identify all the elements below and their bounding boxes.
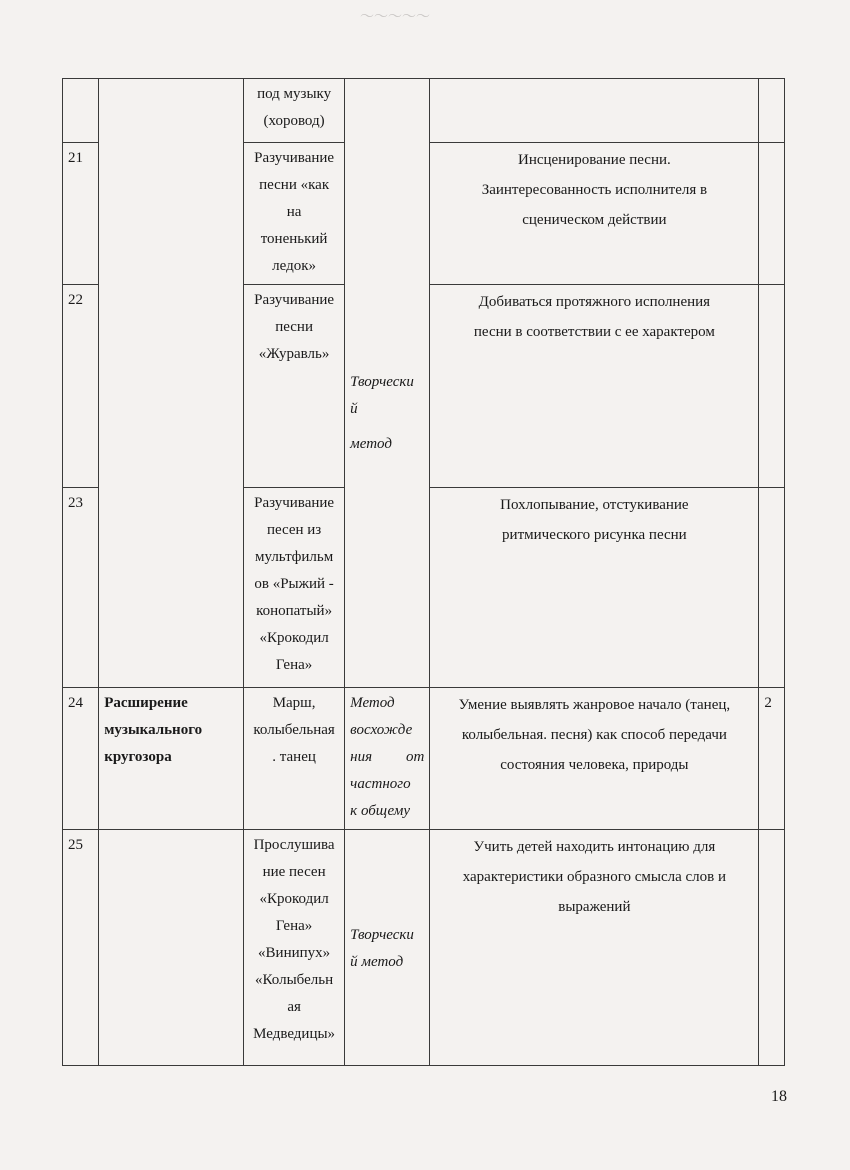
task-cell: Умение выявлять жанровое начало (танец, колыбельная. песня) как способ передачи состояния человека, природы (430, 688, 759, 830)
task-cell: Учить детей находить интонацию для характеристики образного смысла слов и выражений (430, 830, 759, 1066)
method-cell: Метод восхожде ния от частного к общему (345, 688, 430, 830)
table-row (63, 830, 785, 1066)
repertoire-cell: Разучивание песен из мультфильм ов «Рыжий - конопатый» «Крокодил Гена» (244, 488, 345, 688)
lesson-plan-table (62, 78, 785, 1066)
section-cell (99, 830, 244, 1066)
section-cell (99, 79, 244, 688)
hours-cell (759, 830, 785, 1066)
row-number-cell: 21 (63, 143, 99, 285)
task-cell: Похлопывание, отстукивание ритмического рисунка песни (430, 488, 759, 688)
task-cell: Инсценирование песни. Заинтересованность исполнителя в сценическом действии (430, 143, 759, 285)
repertoire-cell: Разучивание песни «как на тоненький ледок» (244, 143, 345, 285)
row-number-cell: 24 (63, 688, 99, 830)
repertoire-cell: под музыку (хоровод) (244, 79, 345, 143)
row-number-cell: 25 (63, 830, 99, 1066)
row-number-cell (63, 79, 99, 143)
task-cell: Добиваться протяжного исполнения песни в соответствии с ее характером (430, 285, 759, 488)
repertoire-cell: Разучивание песни «Журавль» (244, 285, 345, 488)
table-row (63, 79, 785, 143)
page-number: 18 (771, 1088, 787, 1105)
section-cell: Расширение музыкального кругозора (99, 688, 244, 830)
repertoire-cell: Прослушива ние песен «Крокодил Гена» «Винипух» «Колыбельн ая Медведицы» (244, 830, 345, 1066)
row-number-cell: 22 (63, 285, 99, 488)
method-cell: Творчески й метод (345, 79, 430, 688)
task-cell (430, 79, 759, 143)
repertoire-cell: Марш, колыбельная . танец (244, 688, 345, 830)
row-number-cell: 23 (63, 488, 99, 688)
hours-cell (759, 285, 785, 488)
hours-cell (759, 79, 785, 143)
method-cell: Творчески й метод (345, 830, 430, 1066)
hours-cell (759, 488, 785, 688)
table-row (63, 688, 785, 830)
bleed-through-marks: ～～～～～ (360, 10, 430, 25)
hours-cell: 2 (759, 688, 785, 830)
hours-cell (759, 143, 785, 285)
